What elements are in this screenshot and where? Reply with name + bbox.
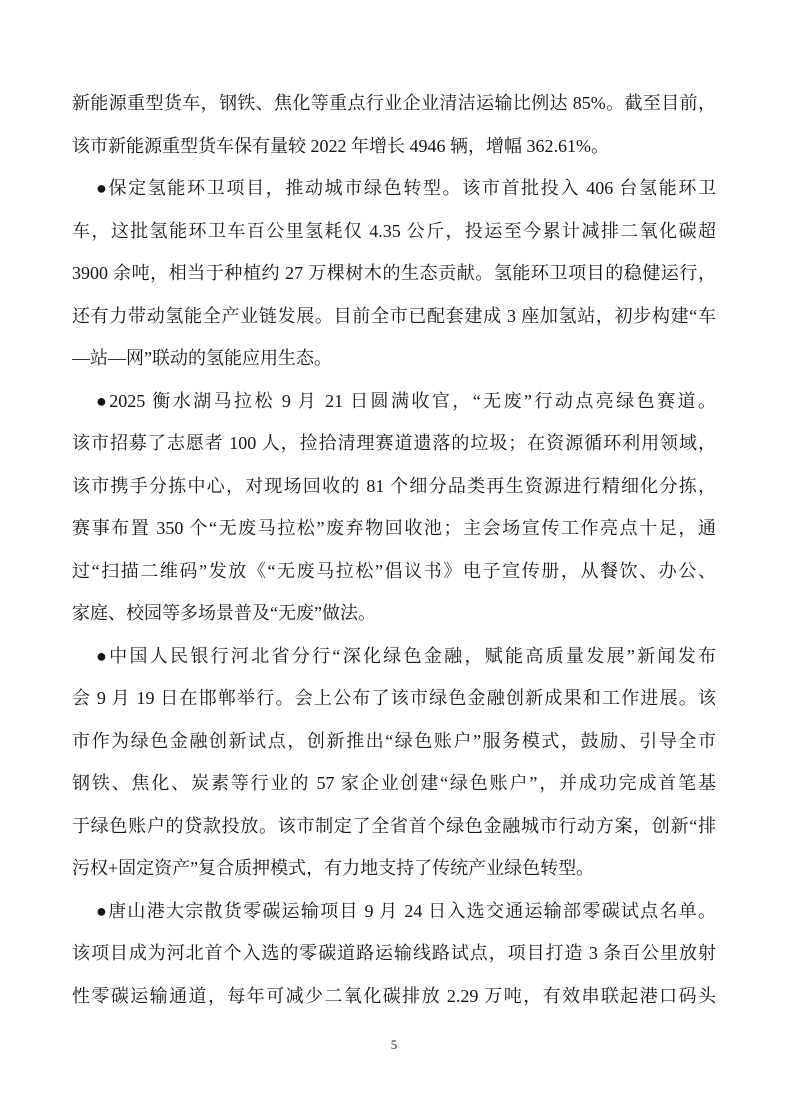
text-line: 该市携手分拣中心，对现场回收的 81 个细分品类再生资源进行精细化分拣， <box>72 475 716 496</box>
text-line: ●2025 衡水湖马拉松 9 月 21 日圆满收官，“无废”行动点亮绿色赛道。 <box>96 390 716 411</box>
text-line: 市作为绿色金融创新试点，创新推出“绿色账户”服务模式，鼓励、引导全市 <box>72 730 716 751</box>
document-body <box>72 82 716 1017</box>
text-line: 于绿色账户的贷款投放。该市制定了全省首个绿色金融城市行动方案，创新“排 <box>72 815 716 836</box>
text-line: 新能源重型货车，钢铁、焦化等重点行业企业清洁运输比例达 85%。截至目前， <box>72 93 716 113</box>
text-line: 污权+固定资产”复合质押模式，有力地支持了传统产业绿色转型。 <box>72 858 595 878</box>
text-line: 还有力带动氢能全产业链发展。目前全市已配套建成 3 座加氢站，初步构建“车 <box>72 305 716 326</box>
text-line: 会 9 月 19 日在邯郸举行。会上公布了该市绿色金融创新成果和工作进展。该 <box>72 688 716 708</box>
text-line: 家庭、校园等多场景普及“无废”做法。 <box>72 603 376 623</box>
text-line: 3900 余吨，相当于种植约 27 万棵树木的生态贡献。氢能环卫项目的稳健运行， <box>72 263 716 283</box>
text-line: 过“扫描二维码”发放《“无废马拉松”倡议书》电子宣传册，从餐饮、办公、 <box>72 560 716 581</box>
text-line: 钢铁、焦化、炭素等行业的 57 家企业创建“绿色账户”，并成功完成首笔基 <box>72 773 716 793</box>
text-line: 该市新能源重型货车保有量较 2022 年增长 4946 辆，增幅 362.61%。 <box>72 135 609 156</box>
text-line: 该项目成为河北首个入选的零碳道路运输线路试点，项目打造 3 条百公里放射 <box>72 943 716 963</box>
text-line: 赛事布置 350 个“无废马拉松”废弃物回收池；主会场宣传工作亮点十足，通 <box>72 518 716 538</box>
text-line: ●中国人民银行河北省分行“深化绿色金融，赋能高质量发展”新闻发布 <box>96 645 716 666</box>
text-line: 性零碳运输通道，每年可减少二氧化碳排放 2.29 万吨，有效串联起港口码头 <box>72 985 716 1006</box>
text-line: 车，这批氢能环卫车百公里氢耗仅 4.35 公斤，投运至今累计减排二氧化碳超 <box>72 220 716 241</box>
text-line: —站—网”联动的氢能应用生态。 <box>72 348 332 368</box>
page-number: 5 <box>390 1037 398 1052</box>
text-line: ●保定氢能环卫项目，推动城市绿色转型。该市首批投入 406 台氢能环卫 <box>96 178 716 198</box>
text-line: ●唐山港大宗散货零碳运输项目 9 月 24 日入选交通运输部零碳试点名单。 <box>96 900 716 921</box>
text-line: 该市招募了志愿者 100 人，捡拾清理赛道遗落的垃圾；在资源循环利用领域， <box>72 433 716 453</box>
